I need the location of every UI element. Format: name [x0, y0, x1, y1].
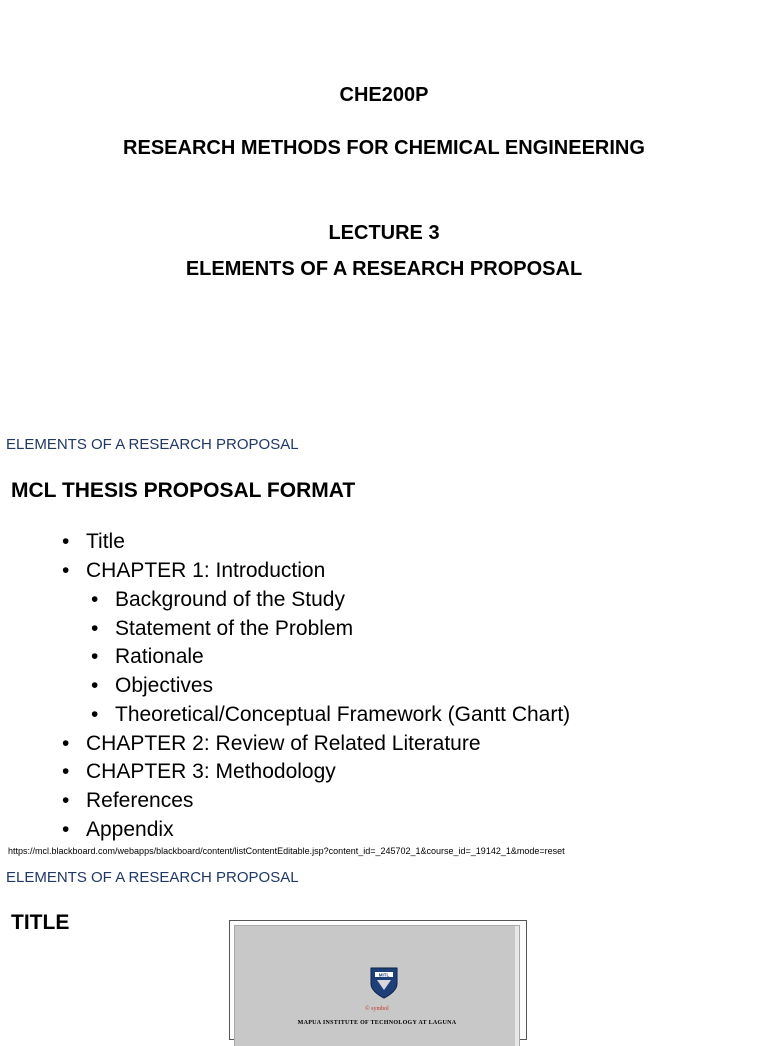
course-name: RESEARCH METHODS FOR CHEMICAL ENGINEERING: [123, 137, 645, 159]
source-url: https://mcl.blackboard.com/webapps/blackboard/content/listContentEditable.jsp?content_id=_245702_1&course_id=_19142_1&mode=reset: [8, 846, 565, 856]
lecture-title: ELEMENTS OF A RESEARCH PROPOSAL: [185, 258, 583, 280]
institution-logo-icon: [369, 966, 399, 1000]
list-item: • Appendix: [62, 818, 174, 841]
list-item: • Title: [62, 530, 125, 553]
slide-section-header: ELEMENTS OF A RESEARCH PROPOSAL: [6, 436, 299, 453]
slide-heading: MCL THESIS PROPOSAL FORMAT: [11, 479, 356, 502]
list-item: • References: [62, 789, 194, 812]
list-item: • CHAPTER 2: Review of Related Literature: [62, 732, 481, 755]
document-page: [234, 925, 520, 1046]
course-code: CHE200P: [339, 84, 429, 106]
list-item: • CHAPTER 3: Methodology: [62, 760, 336, 783]
list-item: • Theoretical/Conceptual Framework (Gantt Chart): [91, 703, 571, 726]
list-item: • Background of the Study: [91, 588, 345, 611]
list-item: • Rationale: [91, 645, 204, 668]
title-page-thumbnail: [229, 920, 527, 1040]
slide-section-header: ELEMENTS OF A RESEARCH PROPOSAL: [6, 869, 299, 886]
list-item: • CHAPTER 1: Introduction: [62, 559, 326, 582]
institution-name: MAPUA INSTITUTE OF TECHNOLOGY AT LAGUNA: [297, 1020, 457, 1026]
slide-heading: TITLE: [11, 911, 70, 934]
list-item: • Statement of the Problem: [91, 617, 354, 640]
list-item: • Objectives: [91, 674, 214, 697]
logo-caption: © symbol: [365, 1006, 389, 1012]
lecture-number: LECTURE 3: [328, 222, 440, 244]
svg-text:MITL: MITL: [378, 972, 390, 978]
